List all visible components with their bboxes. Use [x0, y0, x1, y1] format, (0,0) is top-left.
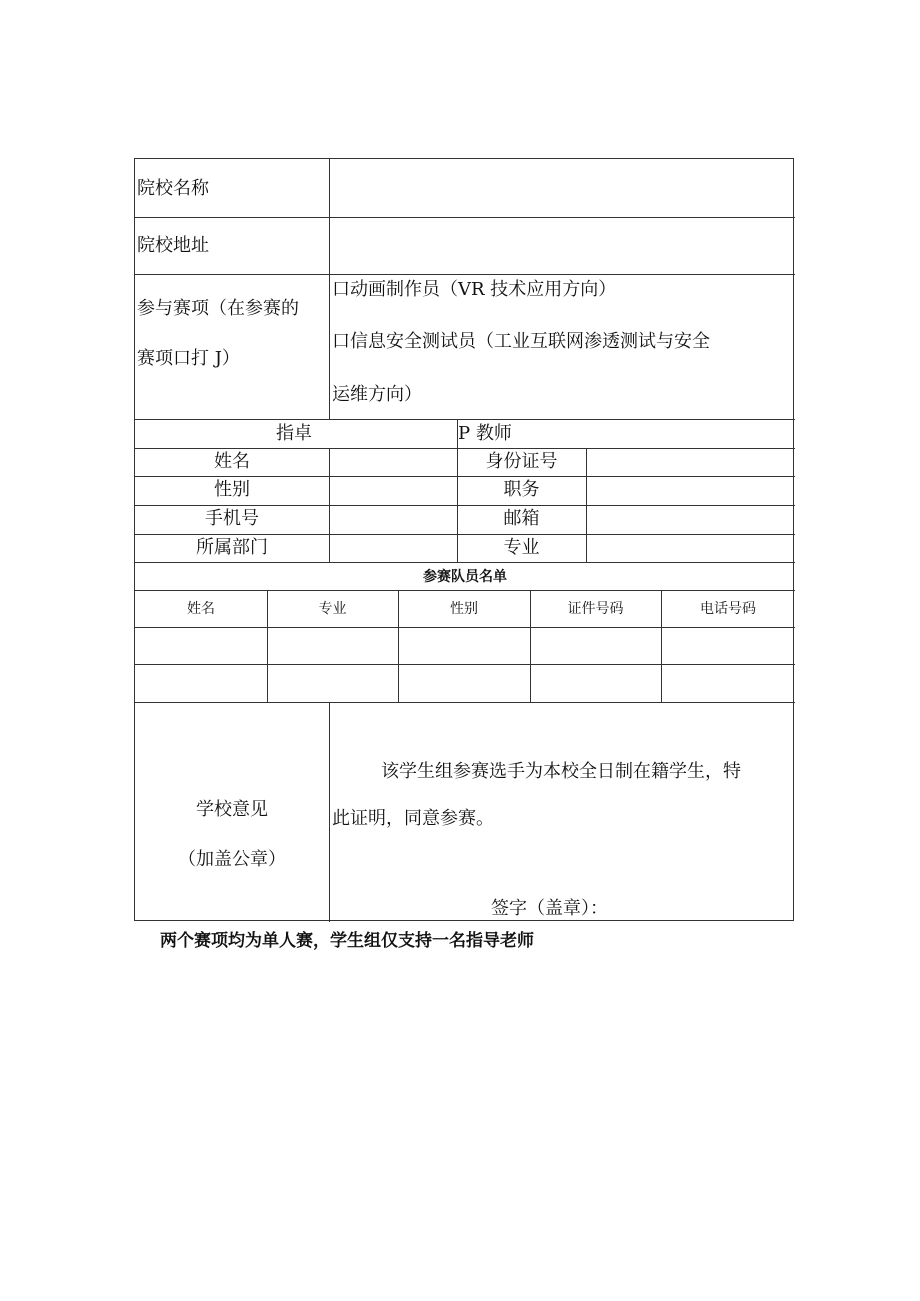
advisor-header-right: P 教师	[458, 423, 512, 444]
advisor-gender-label: 性别	[214, 479, 250, 500]
rule	[329, 448, 330, 563]
team-col-gender: 性别	[450, 601, 478, 617]
school-address-label: 院校地址	[137, 235, 209, 256]
team-title: 参赛队员名单	[423, 569, 507, 585]
rule	[135, 664, 795, 665]
rule	[329, 159, 330, 420]
team-col-id-number: 证件号码	[567, 601, 624, 617]
rule	[586, 448, 587, 563]
advisor-dept-label: 所属部门	[196, 537, 268, 558]
advisor-major-label: 专业	[503, 537, 540, 558]
rule	[135, 534, 795, 535]
advisor-position-label: 职务	[503, 479, 540, 500]
rule	[135, 476, 795, 477]
rule	[135, 702, 795, 703]
event-option-security-test-line1[interactable]: 口信息安全测试员（工业互联网渗透测试与安全	[332, 331, 710, 352]
rule	[135, 217, 795, 218]
advisor-email-label: 邮箱	[503, 508, 540, 529]
rule	[135, 562, 795, 563]
opinion-label-line2: （加盖公章）	[178, 849, 286, 870]
events-label-line2: 赛项口打 J）	[137, 348, 240, 369]
footnote: 两个赛项均为单人赛，学生组仅支持一名指导老师	[160, 931, 534, 951]
team-col-name: 姓名	[187, 601, 215, 617]
event-option-security-test-line2: 运维方向）	[332, 384, 422, 405]
rule	[135, 419, 795, 420]
team-col-major: 专业	[318, 601, 347, 617]
rule	[135, 505, 795, 506]
opinion-label-line1: 学校意见	[196, 799, 268, 820]
team-col-phone: 电话号码	[700, 601, 756, 617]
advisor-header-left: 指卓	[276, 423, 312, 444]
event-option-vr-animation[interactable]: 口动画制作员（VR 技术应用方向）	[332, 279, 617, 300]
events-label-line1: 参与赛项（在参赛的	[137, 298, 299, 319]
rule	[135, 590, 795, 591]
advisor-name-label: 姓名	[214, 451, 250, 472]
registration-table	[134, 158, 794, 921]
school-name-label: 院校名称	[137, 178, 209, 199]
opinion-text-line2: 此证明，同意参赛。	[332, 808, 494, 829]
rule	[329, 702, 330, 922]
opinion-text-line1: 该学生组参赛选手为本校全日制在籍学生，特	[381, 761, 741, 782]
rule	[135, 448, 795, 449]
advisor-id-label: 身份证号	[485, 451, 558, 472]
rule	[135, 627, 795, 628]
signature-label: 签字（盖章）：	[491, 898, 608, 919]
rule	[135, 274, 795, 275]
advisor-phone-label: 手机号	[205, 508, 259, 529]
